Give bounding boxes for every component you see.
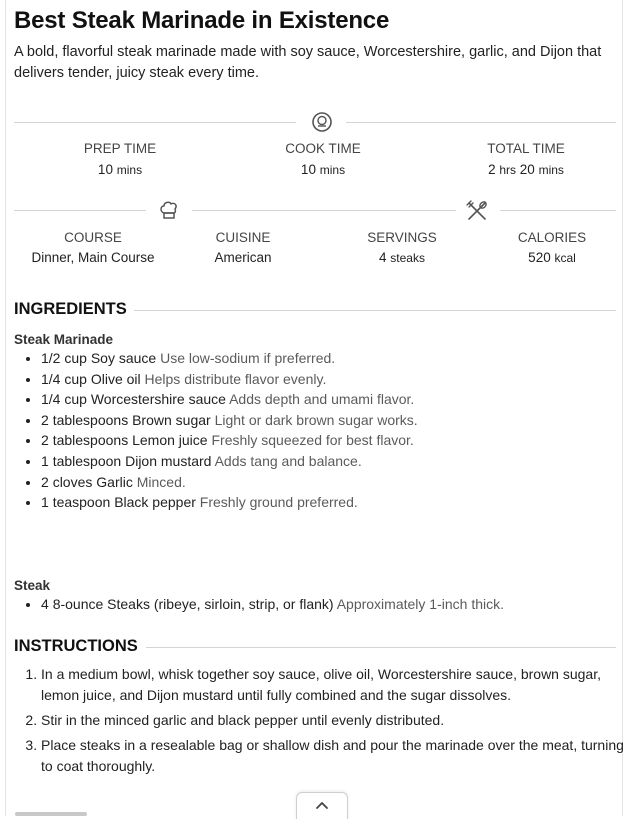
total-time-label: TOTAL TIME <box>487 141 565 156</box>
recipe-summary: A bold, flavorful steak marinade made with soy sauce, Worcestershire, garlic, and Dijon that delivers tender, juicy steak every time. <box>14 44 602 81</box>
timer-icon <box>311 111 333 133</box>
instruction-step: 3. Place steaks in a resealable bag or shallow dish and pour the marinade over the meat, turning to coat thoroughly. <box>41 735 627 777</box>
instruction-list <box>14 664 627 781</box>
course-value: Dinner, Main Course <box>31 250 155 265</box>
calories-value: 520 kcal <box>528 250 576 265</box>
ingredient-item: • 4 8-ounce Steaks (ribeye, sirloin, strip, or flank) Approximately 1-inch thick. <box>41 594 504 615</box>
instruction-step: 1. In a medium bowl, whisk together soy sauce, olive oil, Worcestershire sauce, brown sugar, lemon juice, and Dijon mustard until fully combined and the sugar dissolves. <box>41 664 627 706</box>
divider-details-3 <box>500 210 616 211</box>
recipe-title: Best Steak Marinade in Existence <box>14 7 390 34</box>
cook-time-value: 10 mins <box>300 162 346 177</box>
cuisine-label: CUISINE <box>215 230 271 245</box>
scroll-to-top-button[interactable] <box>296 792 348 819</box>
instruction-step: 2. Stir in the minced garlic and black pepper until evenly distributed. <box>41 710 627 731</box>
ingredient-item: • 2 tablespoons Lemon juice Freshly squeezed for best flavor. <box>41 430 418 451</box>
ingredient-item: • 1 teaspoon Black pepper Freshly ground preferred. <box>41 492 418 513</box>
ingredient-group-title: Steak <box>14 578 51 593</box>
total-time-value: 2 hrs 20 mins <box>488 162 564 177</box>
ingredient-item: • 2 cloves Garlic Minced. <box>41 472 418 493</box>
chevron-up-icon <box>314 800 330 810</box>
utensils-icon <box>465 199 489 223</box>
ingredient-item: • 1/4 cup Worcestershire sauce Adds depth and umami flavor. <box>41 389 418 410</box>
course-label: COURSE <box>64 230 122 245</box>
calories-label: CALORIES <box>517 230 587 245</box>
divider-details-1 <box>14 210 146 211</box>
ingredient-item: • 1/4 cup Olive oil Helps distribute flavor evenly. <box>41 369 418 390</box>
ingredient-item: • 1 tablespoon Dijon mustard Adds tang and balance. <box>41 451 418 472</box>
ingredient-list-marinade <box>14 348 418 513</box>
ingredient-group-title: Steak Marinade <box>14 332 114 347</box>
chef-hat-icon <box>158 199 180 221</box>
cook-time-label: COOK TIME <box>285 141 361 156</box>
ingredients-heading: INGREDIENTS <box>14 300 127 318</box>
prep-time-label: PREP TIME <box>83 141 157 156</box>
divider-details-2 <box>192 210 456 211</box>
servings-value: 4 steaks <box>379 250 425 265</box>
instructions-heading: INSTRUCTIONS <box>14 637 138 655</box>
divider-left <box>14 122 296 123</box>
cuisine-value: American <box>214 250 272 265</box>
ingredients-divider <box>134 310 616 311</box>
instructions-divider <box>146 647 616 648</box>
ingredient-list-steak <box>14 594 504 615</box>
servings-label: SERVINGS <box>367 230 437 245</box>
ingredient-item: • 1/2 cup Soy sauce Use low-sodium if preferred. <box>41 348 418 369</box>
ingredient-item: • 2 tablespoons Brown sugar Light or dark brown sugar works. <box>41 410 418 431</box>
horizontal-scrollbar[interactable] <box>15 812 87 816</box>
prep-time-value: 10 mins <box>97 162 143 177</box>
divider-right <box>346 122 616 123</box>
